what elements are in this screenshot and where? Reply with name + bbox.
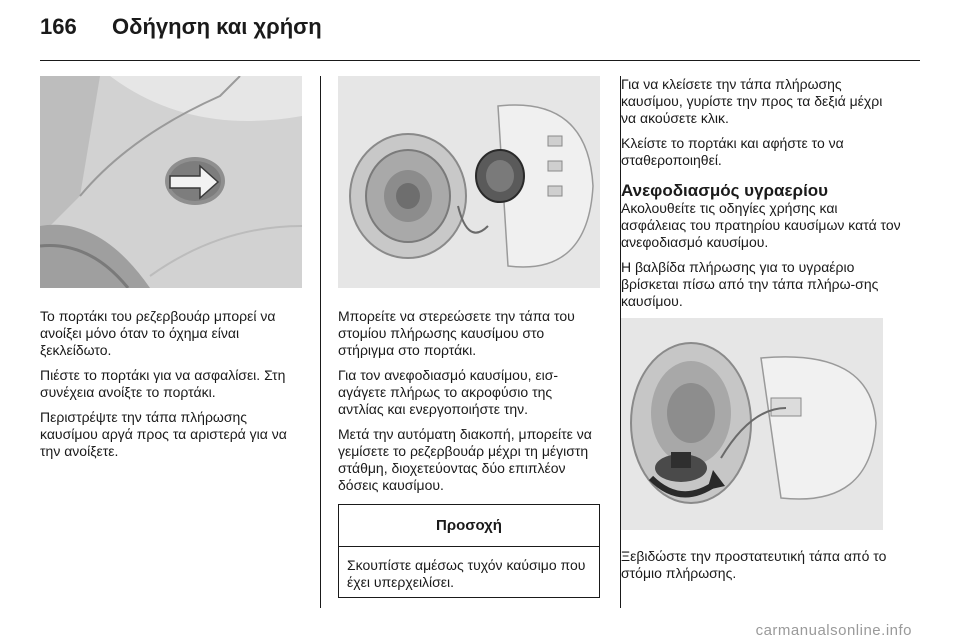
section-heading: Ανεφοδιασμός υγραερίου bbox=[621, 181, 829, 200]
header-rule bbox=[40, 60, 920, 61]
column-1 bbox=[40, 76, 302, 468]
paragraph: Ακολουθείτε τις οδηγίες χρήσης και ασφάλειας του πρατηρίου καυσίμων κατά τον ανεφοδιασμό καυσίμου. bbox=[621, 200, 901, 250]
caution-title: Προσοχή bbox=[339, 505, 599, 547]
paragraph: Η βαλβίδα πλήρωσης για το υγραέριο βρίσκεται πίσω από την τάπα πλήρω-σης καυσίμου. bbox=[621, 259, 879, 309]
column-divider-left bbox=[320, 76, 321, 608]
paragraph: Κλείστε το πορτάκι και αφήστε το να σταθεροποιηθεί. bbox=[621, 135, 844, 168]
paragraph: Μπορείτε να στερεώσετε την τάπα του στομίου πλήρωσης καυσίμου στο στήριγμα στο πορτάκι. bbox=[338, 308, 575, 358]
paragraph: Για να κλείσετε την τάπα πλήρωσης καυσίμου, γυρίστε την προς τα δεξιά μέχρι να ακούσετε κλικ. bbox=[621, 76, 883, 126]
page-title: Οδήγηση και χρήση bbox=[112, 14, 322, 39]
watermark: carmanualsonline.info bbox=[755, 622, 912, 639]
paragraph: Μετά την αυτόματη διακοπή, μπορείτε να γεμίσετε το ρεζερβουάρ μέχρι τη μέγιστη στάθμη, διοχετεύοντας δύο επιπλέον δόσεις καυσίμου. bbox=[338, 426, 592, 493]
paragraph: Πιέστε το πορτάκι για να ασφαλίσει. Στη συνέχεια ανοίξτε το πορτάκι. bbox=[40, 367, 286, 400]
caution-text: Σκουπίστε αμέσως τυχόν καύσιμο που έχει υπερχειλίσει. bbox=[347, 557, 586, 590]
caution-box bbox=[338, 504, 600, 598]
paragraph: Ξεβιδώστε την προστατευτική τάπα από το στόμιο πλήρωσης. bbox=[621, 548, 887, 581]
column-3 bbox=[621, 76, 901, 590]
paragraph: Το πορτάκι του ρεζερβουάρ μπορεί να ανοίξει μόνο όταν το όχημα είναι ξεκλείδωτο. bbox=[40, 308, 276, 358]
figure-fuel-cap-holder bbox=[338, 76, 600, 288]
figure-lpg-valve bbox=[621, 318, 883, 530]
page-header bbox=[40, 14, 322, 46]
column-2 bbox=[338, 76, 600, 598]
figure-car-fuel-door bbox=[40, 76, 302, 288]
page-number: 166 bbox=[40, 14, 77, 39]
paragraph: Για τον ανεφοδιασμό καυσίμου, εισ-αγάγετε πλήρως το ακροφύσιο της αντλίας και ενεργοποιήστε την. bbox=[338, 367, 559, 417]
paragraph: Περιστρέψτε την τάπα πλήρωσης καυσίμου αργά προς τα αριστερά για να την ανοίξετε. bbox=[40, 409, 287, 459]
